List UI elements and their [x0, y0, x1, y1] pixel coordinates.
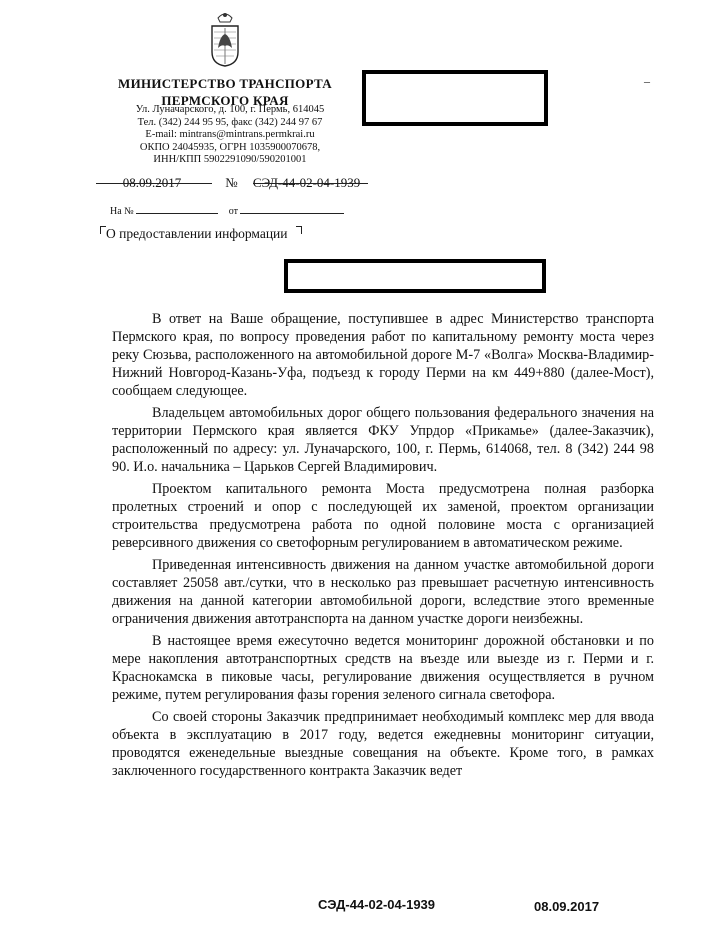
- na-label: На №: [110, 206, 134, 217]
- redacted-addressee-box: [362, 70, 548, 126]
- registration-date: 08.09.2017: [100, 175, 204, 191]
- subject-text: О предоставлении информации: [106, 226, 288, 241]
- margin-dash: –: [644, 74, 650, 88]
- subject-line: [106, 226, 288, 242]
- subject-bracket-right: [296, 226, 302, 234]
- ministry-line1: МИНИСТЕРСТВО ТРАНСПОРТА: [118, 76, 332, 91]
- paragraph-6: Со своей стороны Заказчик предпринимает необходимый комплекс мер для ввода объекта в эксплуатацию в 2017 году, ведется ежедневны мониторинг ситуации, проводятся еженедельные выездные совещания на объекте. Кроме того, в рамках заключенного государственного контракта Заказчик ведет: [112, 709, 654, 779]
- paragraph-3: Проектом капитального ремонта Моста предусмотрена полная разборка пролетных строений и опор с последующей их заменой, проектом организации строительства предусмотрена работа по одной половине моста с организацией реверсивного движения со светофорным регулированием в автоматическом режиме.: [112, 481, 654, 551]
- paragraph-4: Приведенная интенсивность движения на данном участке автомобильной дороги составляет 25058 авт./сутки, что в несколько раз превышает расчетную интенсивность движения на данной категории автомобильной дороги, вследствие этого временные ограничения движения автотранспорта на данном участке дороги неизбежны.: [112, 557, 654, 627]
- ot-label: от: [228, 206, 238, 217]
- registration-number: СЭД-44-02-04-1939: [252, 175, 361, 190]
- ministry-line2: ПЕРМСКОГО КРАЯ: [161, 93, 289, 108]
- paragraph-5: В настоящее время ежесуточно ведется мониторинг дорожной обстановки и по мере накопления автотранспортных средств на въезде или выезде из г. Перми и г. Краснокамска в пиковые часы, регулирование движения осуществляется в ручном режиме, путем регулирования фазы горения зеленого сигнала светофора.: [112, 633, 654, 703]
- paragraph-1: В ответ на Ваше обращение, поступившее в адрес Министерство транспорта Пермского края, по вопросу проведения работ по капитальному ремонту моста через реку Сюзьва, расположенного на автомобильной дороге М-7 «Волга» Москва-Владимир-Нижний Новгород-Казань-Уфа, подъезд к городу Перми на км 449+880 (далее-Мост), сообщаем следующее.: [112, 311, 654, 399]
- letter-body: [112, 310, 654, 784]
- address: Ул. Луначарского, д. 100, г. Пермь, 614045: [135, 104, 325, 115]
- inn: ИНН/КПП 5902291090/590201001: [153, 154, 307, 166]
- registration-line: [100, 175, 360, 191]
- footer-date: 08.09.2017: [534, 899, 600, 914]
- reference-line: [110, 205, 344, 217]
- email: E-mail: mintrans@mintrans.permkrai.ru: [145, 129, 315, 141]
- footer-number: СЭД-44-02-04-1939: [318, 897, 436, 912]
- okpo: ОКПО 24045935, ОГРН 1035900070678,: [139, 141, 321, 153]
- redacted-salutation-box: [284, 259, 546, 293]
- paragraph-2: Владельцем автомобильных дорог общего пользования федерального значения на территории Пермского края является ФКУ Упрдор «Прикамье» (далее-Заказчик), расположенный по адресу: ул. Луначарского, 100, г. Пермь, 614068, тел. 8 (342) 244 98 90. И.о. начальника – Царьков Сергей Владимирович.: [112, 405, 654, 475]
- coat-of-arms-icon: [208, 8, 242, 68]
- ministry-contacts: [110, 104, 350, 167]
- phone: Тел. (342) 244 95 95, факс (342) 244 97 67: [137, 116, 323, 128]
- na-field: [136, 205, 218, 214]
- subject-bracket-left: [100, 226, 106, 234]
- ot-field: [240, 205, 344, 214]
- number-sign: №: [225, 175, 238, 190]
